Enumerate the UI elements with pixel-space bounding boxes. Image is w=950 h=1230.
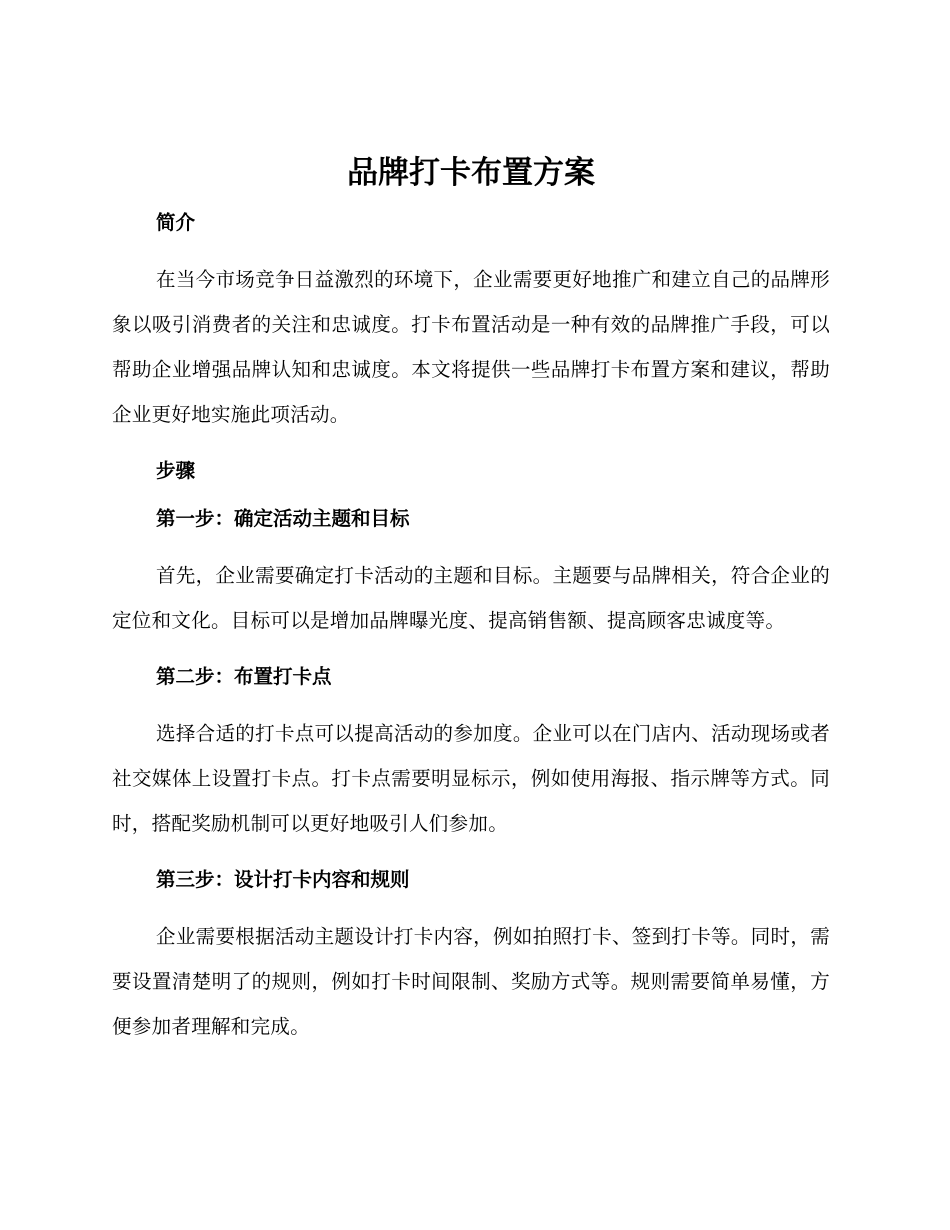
intro-heading: 简介 [156,211,196,234]
step2-paragraph: 选择合适的打卡点可以提高活动的参加度。企业可以在门店内、活动现场或者社交媒体上设置打卡点。打卡点需要明显标示，例如使用海报、指示牌等方式。同时，搭配奖励机制可以更好地吸引人们参加。 [112,722,830,835]
step3-paragraph: 企业需要根据活动主题设计打卡内容，例如拍照打卡、签到打卡等。同时，需要设置清楚明了的规则，例如打卡时间限制、奖励方式等。规则需要简单易懂，方便参加者理解和完成。 [112,925,830,1038]
steps-heading: 步骤 [156,459,196,482]
step3-heading: 第三步：设计打卡内容和规则 [156,868,410,891]
document-body [112,150,830,1069]
step2-heading: 第二步：布置打卡点 [156,665,332,688]
step1-paragraph: 首先，企业需要确定打卡活动的主题和目标。主题要与品牌相关，符合企业的定位和文化。目标可以是增加品牌曝光度、提高销售额、提高顾客忠诚度等。 [112,564,830,632]
intro-paragraph: 在当今市场竞争日益激烈的环境下，企业需要更好地推广和建立自己的品牌形象以吸引消费者的关注和忠诚度。打卡布置活动是一种有效的品牌推广手段，可以帮助企业增强品牌认知和忠诚度。本文将提供一些品牌打卡布置方案和建议，帮助企业更好地实施此项活动。 [112,268,830,426]
document-title: 品牌打卡布置方案 [347,155,595,191]
step1-heading: 第一步：确定活动主题和目标 [156,507,410,530]
